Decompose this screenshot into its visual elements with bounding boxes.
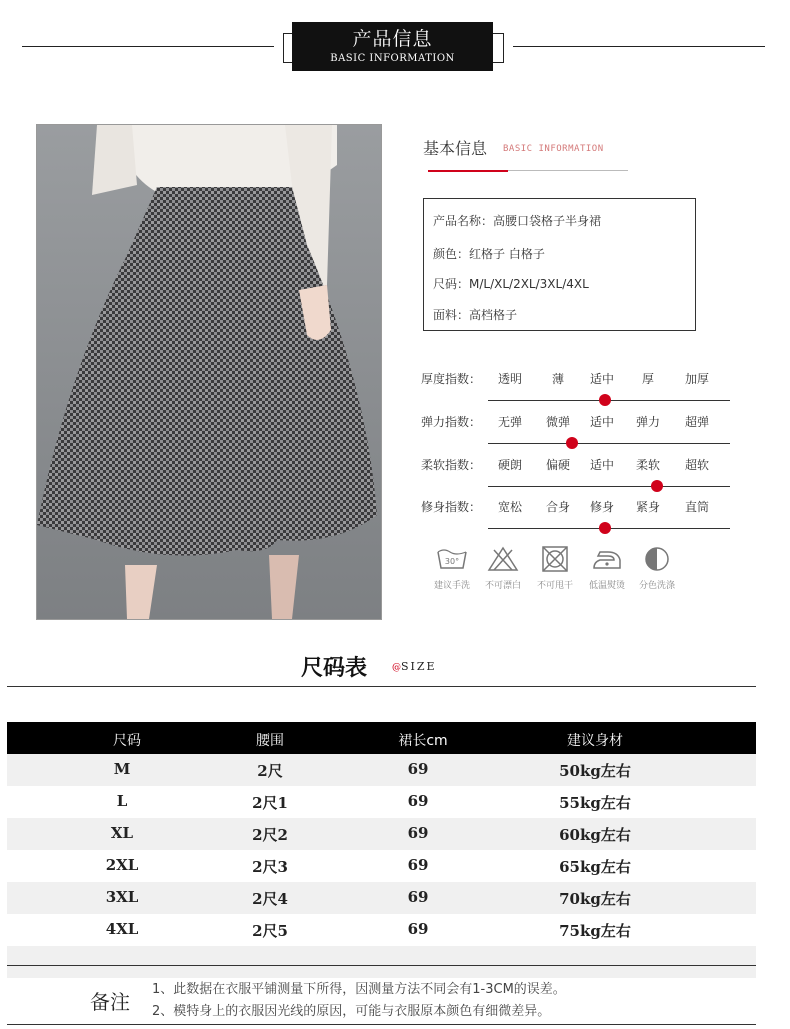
care-low-iron bbox=[582, 546, 632, 591]
care-label-no-tumble-dry: 不可甩干 bbox=[536, 581, 573, 591]
banner-subtitle: BASIC INFORMATION bbox=[330, 53, 455, 64]
cell-length: 69 bbox=[407, 856, 429, 874]
index-option: 紧身 bbox=[635, 500, 660, 514]
size-chart-subtitle bbox=[392, 660, 437, 673]
index-option: 加厚 bbox=[684, 372, 709, 386]
header-rule-right bbox=[513, 46, 765, 47]
low-iron-icon bbox=[590, 546, 624, 572]
note-line-2: 2、模特身上的衣服因光线的原因，可能与衣服原本颜色有细微差异。 bbox=[152, 1004, 551, 1019]
index-option: 薄 bbox=[551, 372, 564, 386]
cell-body: 60kg左右 bbox=[559, 826, 631, 844]
care-wash-separately bbox=[632, 546, 682, 591]
cell-size: 4XL bbox=[105, 920, 139, 938]
cell-body: 75kg左右 bbox=[559, 922, 631, 940]
skirt-illustration bbox=[37, 125, 381, 619]
table-row bbox=[7, 754, 756, 786]
page-bottom-rule bbox=[7, 1024, 756, 1025]
table-row bbox=[7, 914, 756, 946]
care-hand-wash bbox=[427, 546, 477, 591]
product-info-box bbox=[423, 198, 696, 331]
cell-waist: 2尺1 bbox=[252, 794, 288, 812]
hand-wash-temp-text: 30° bbox=[444, 557, 460, 566]
cell-size: L bbox=[116, 792, 128, 810]
cell-length: 69 bbox=[407, 824, 429, 842]
cell-length: 69 bbox=[407, 792, 429, 810]
hand-wash-30-icon bbox=[435, 546, 469, 572]
index-label-1: 弹力指数： bbox=[421, 415, 482, 429]
header-bracket-right bbox=[493, 33, 504, 63]
cell-waist: 2尺3 bbox=[252, 858, 288, 876]
no-tumble-dry-icon bbox=[538, 546, 572, 572]
cell-waist: 2尺5 bbox=[252, 922, 288, 940]
index-option: 宽松 bbox=[497, 500, 522, 514]
cell-body: 50kg左右 bbox=[559, 762, 631, 780]
table-row bbox=[7, 882, 756, 914]
index-label-3: 修身指数： bbox=[421, 500, 482, 514]
index-option: 超软 bbox=[684, 458, 709, 472]
index-label-2: 柔软指数： bbox=[421, 458, 482, 472]
cell-body: 55kg左右 bbox=[559, 794, 631, 812]
index-option: 修身 bbox=[589, 500, 614, 514]
basic-info-title: 基本信息 bbox=[423, 139, 488, 158]
notes-title: 备注 bbox=[90, 990, 130, 1014]
index-option: 适中 bbox=[589, 415, 614, 429]
cell-body: 70kg左右 bbox=[559, 890, 631, 908]
care-label-wash-separately: 分色洗涤 bbox=[638, 581, 675, 591]
table-row bbox=[7, 786, 756, 818]
index-option: 适中 bbox=[589, 372, 614, 386]
index-option: 透明 bbox=[497, 372, 522, 386]
size-table-bottom-rule bbox=[7, 965, 756, 966]
index-option: 超弹 bbox=[684, 415, 709, 429]
cell-length: 69 bbox=[407, 920, 429, 938]
care-label-hand-wash: 建议手洗 bbox=[433, 581, 470, 591]
care-label-no-bleach: 不可漂白 bbox=[484, 581, 521, 591]
cell-length: 69 bbox=[407, 888, 429, 906]
cell-waist: 2尺4 bbox=[252, 890, 288, 908]
index-label-0: 厚度指数： bbox=[421, 372, 482, 386]
size-chart-at: @ bbox=[392, 663, 401, 673]
index-scale-line bbox=[488, 486, 730, 487]
wash-separately-icon bbox=[640, 546, 674, 572]
index-option: 偏硬 bbox=[545, 458, 570, 472]
cell-length: 69 bbox=[407, 760, 429, 778]
banner-title: 产品信息 bbox=[352, 28, 433, 50]
table-row bbox=[7, 850, 756, 882]
basic-info-underline-accent bbox=[428, 170, 508, 172]
size-chart-rule bbox=[7, 686, 756, 687]
index-option: 适中 bbox=[589, 458, 614, 472]
care-label-low-iron: 低温熨烫 bbox=[588, 581, 625, 591]
size-chart-title: 尺码表 bbox=[301, 655, 368, 681]
cell-size: 2XL bbox=[105, 856, 139, 874]
info-size: 尺码：M/L/XL/2XL/3XL/4XL bbox=[433, 277, 589, 291]
col-waist-header: 腰围 bbox=[256, 733, 284, 749]
index-option: 厚 bbox=[641, 372, 654, 386]
info-fabric: 面料：高档格子 bbox=[433, 308, 518, 322]
index-option: 直筒 bbox=[684, 500, 709, 514]
cell-body: 65kg左右 bbox=[559, 858, 631, 876]
cell-waist: 2尺 bbox=[257, 762, 283, 780]
col-length-header: 裙长cm bbox=[398, 733, 448, 749]
no-bleach-icon bbox=[486, 546, 520, 572]
basic-info-subtitle: BASIC INFORMATION bbox=[503, 144, 604, 154]
basic-info-underline bbox=[508, 170, 628, 171]
care-no-tumble-dry bbox=[530, 546, 580, 591]
size-table-header bbox=[7, 722, 756, 754]
table-row-empty bbox=[7, 946, 756, 978]
index-selected-marker bbox=[599, 394, 611, 406]
info-product-name: 产品名称：高腰口袋格子半身裙 bbox=[433, 214, 602, 228]
index-option: 硬朗 bbox=[497, 458, 522, 472]
section-banner bbox=[292, 22, 493, 71]
note-line-1: 1、此数据在衣服平铺测量下所得，因测量方法不同会有1-3CM的误差。 bbox=[152, 982, 566, 997]
col-body-header: 建议身材 bbox=[567, 733, 623, 749]
product-photo bbox=[36, 124, 382, 620]
header-rule-left bbox=[22, 46, 274, 47]
index-option: 合身 bbox=[545, 500, 570, 514]
table-row bbox=[7, 818, 756, 850]
cell-size: M bbox=[113, 760, 131, 778]
info-color: 颜色：红格子 白格子 bbox=[433, 247, 545, 261]
cell-size: 3XL bbox=[105, 888, 139, 906]
col-size-header: 尺码 bbox=[113, 733, 141, 749]
index-selected-marker bbox=[651, 480, 663, 492]
index-selected-marker bbox=[599, 522, 611, 534]
cell-waist: 2尺2 bbox=[252, 826, 288, 844]
index-option: 柔软 bbox=[635, 458, 660, 472]
cell-size: XL bbox=[110, 824, 134, 842]
index-option: 弹力 bbox=[635, 415, 660, 429]
care-no-bleach bbox=[478, 546, 528, 591]
index-scale-line bbox=[488, 443, 730, 444]
index-option: 微弹 bbox=[545, 415, 570, 429]
index-selected-marker bbox=[566, 437, 578, 449]
size-chart-subtitle-text: SIZE bbox=[401, 660, 437, 673]
index-option: 无弹 bbox=[497, 415, 522, 429]
